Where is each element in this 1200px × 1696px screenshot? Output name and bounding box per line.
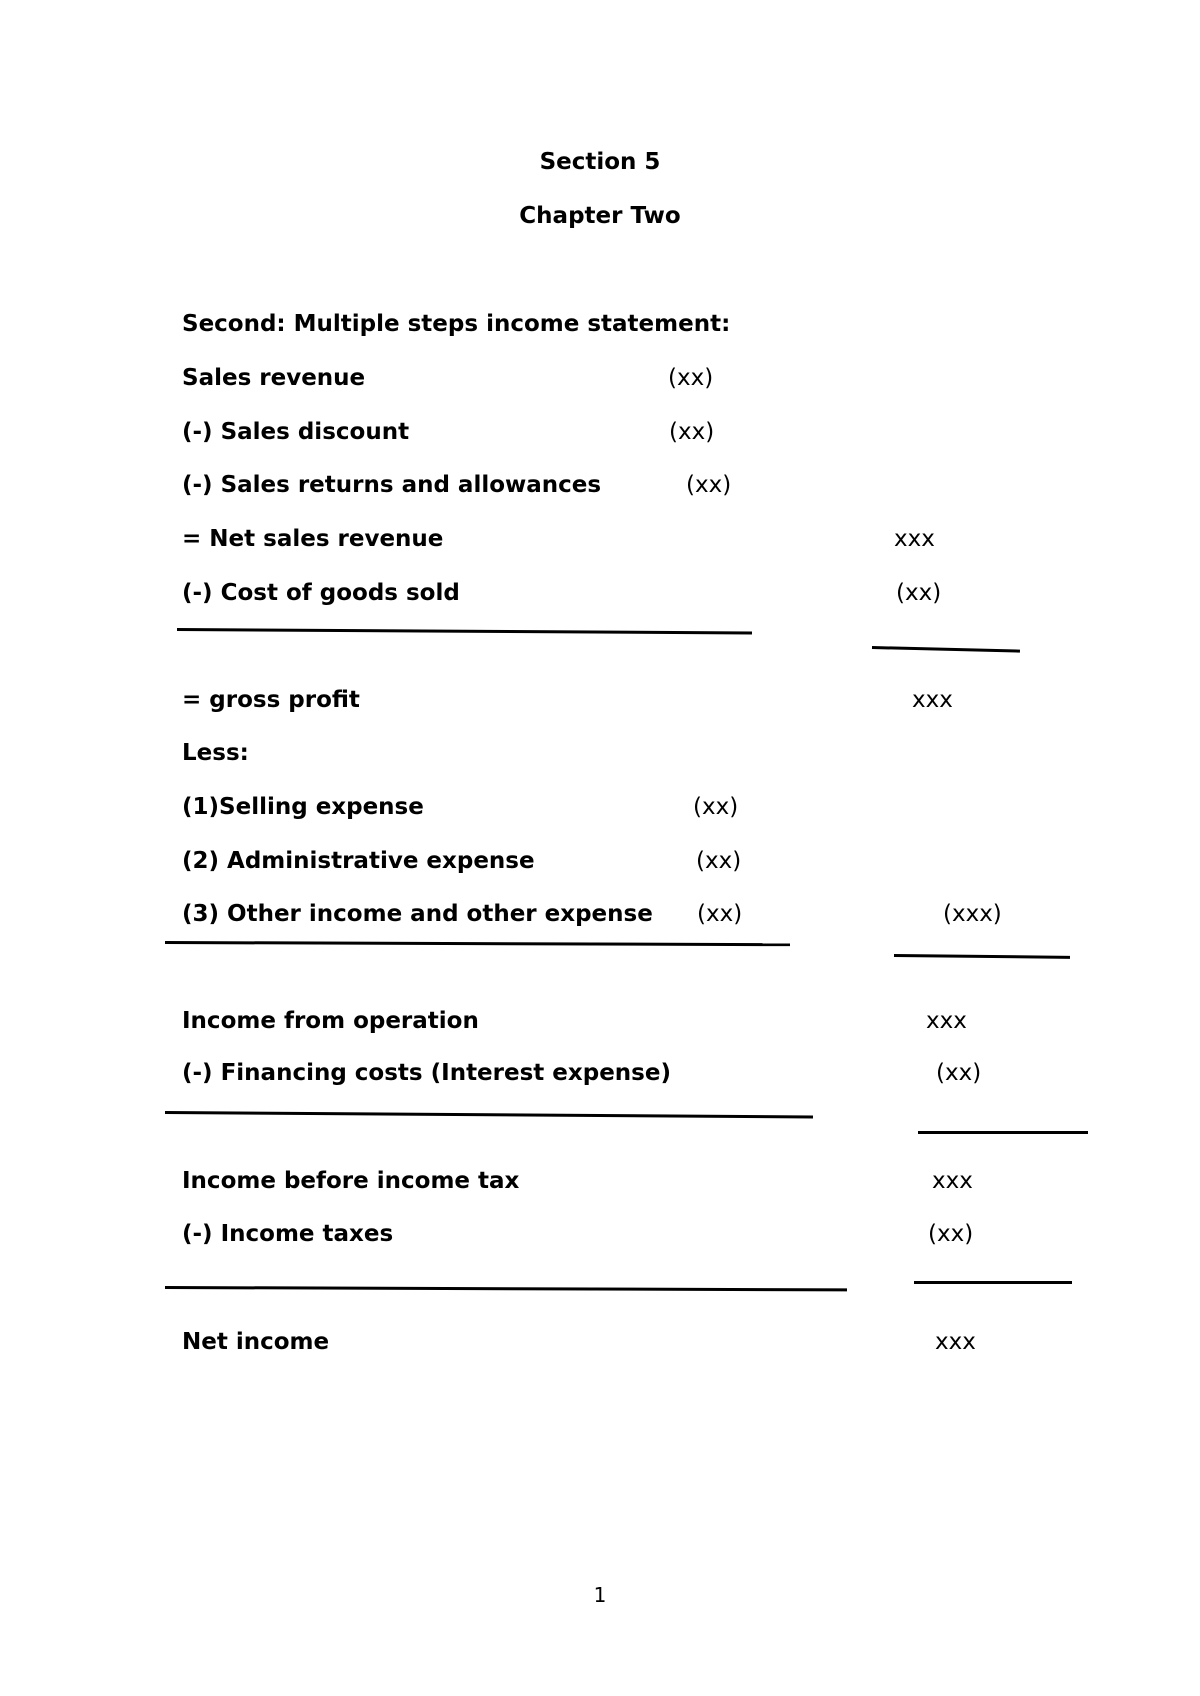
income-taxes-total: (xx) xyxy=(928,1221,974,1247)
admin-expense-label: (2) Administrative expense xyxy=(182,848,535,874)
sales-discount-amount: (xx) xyxy=(669,419,715,445)
financing-costs-total: (xx) xyxy=(936,1060,982,1086)
other-income-label: (3) Other income and other expense xyxy=(182,901,653,927)
gross-profit-label: = gross profit xyxy=(182,687,360,713)
net-sales-label: = Net sales revenue xyxy=(182,526,444,552)
admin-expense-amount: (xx) xyxy=(696,848,742,874)
sales-revenue-label: Sales revenue xyxy=(182,365,366,391)
rule-left-1 xyxy=(177,628,752,635)
income-taxes-label: (-) Income taxes xyxy=(182,1221,394,1247)
total-expenses: (xxx) xyxy=(943,901,1002,927)
sales-discount-label: (-) Sales discount xyxy=(182,419,410,445)
rule-right-2 xyxy=(894,954,1070,959)
statement-heading: Second: Multiple steps income statement: xyxy=(182,311,731,337)
income-operation-label: Income from operation xyxy=(182,1008,479,1034)
gross-profit-total: xxx xyxy=(912,687,953,713)
cogs-label: (-) Cost of goods sold xyxy=(182,580,460,606)
income-before-tax-total: xxx xyxy=(932,1168,973,1194)
rule-right-3 xyxy=(918,1131,1088,1134)
rule-right-1 xyxy=(872,646,1020,653)
sales-returns-label: (-) Sales returns and allowances xyxy=(182,472,602,498)
income-before-tax-label: Income before income tax xyxy=(182,1168,520,1194)
selling-expense-label: (1)Selling expense xyxy=(182,794,424,820)
page-number: 1 xyxy=(593,1583,607,1607)
sales-returns-amount: (xx) xyxy=(686,472,732,498)
selling-expense-amount: (xx) xyxy=(693,794,739,820)
cogs-total: (xx) xyxy=(896,580,942,606)
net-income-total: xxx xyxy=(935,1329,976,1355)
rule-left-3 xyxy=(165,1111,813,1119)
rule-left-4 xyxy=(165,1286,847,1291)
section-title: Section 5 xyxy=(539,149,661,175)
sales-revenue-amount: (xx) xyxy=(668,365,714,391)
net-income-label: Net income xyxy=(182,1329,330,1355)
net-sales-total: xxx xyxy=(894,526,935,552)
chapter-title: Chapter Two xyxy=(519,203,681,229)
less-label: Less: xyxy=(182,740,249,766)
rule-right-4 xyxy=(914,1281,1072,1284)
income-operation-total: xxx xyxy=(926,1008,967,1034)
financing-costs-label: (-) Financing costs (Interest expense) xyxy=(182,1060,671,1086)
rule-left-2 xyxy=(165,941,790,946)
other-income-amount: (xx) xyxy=(697,901,743,927)
